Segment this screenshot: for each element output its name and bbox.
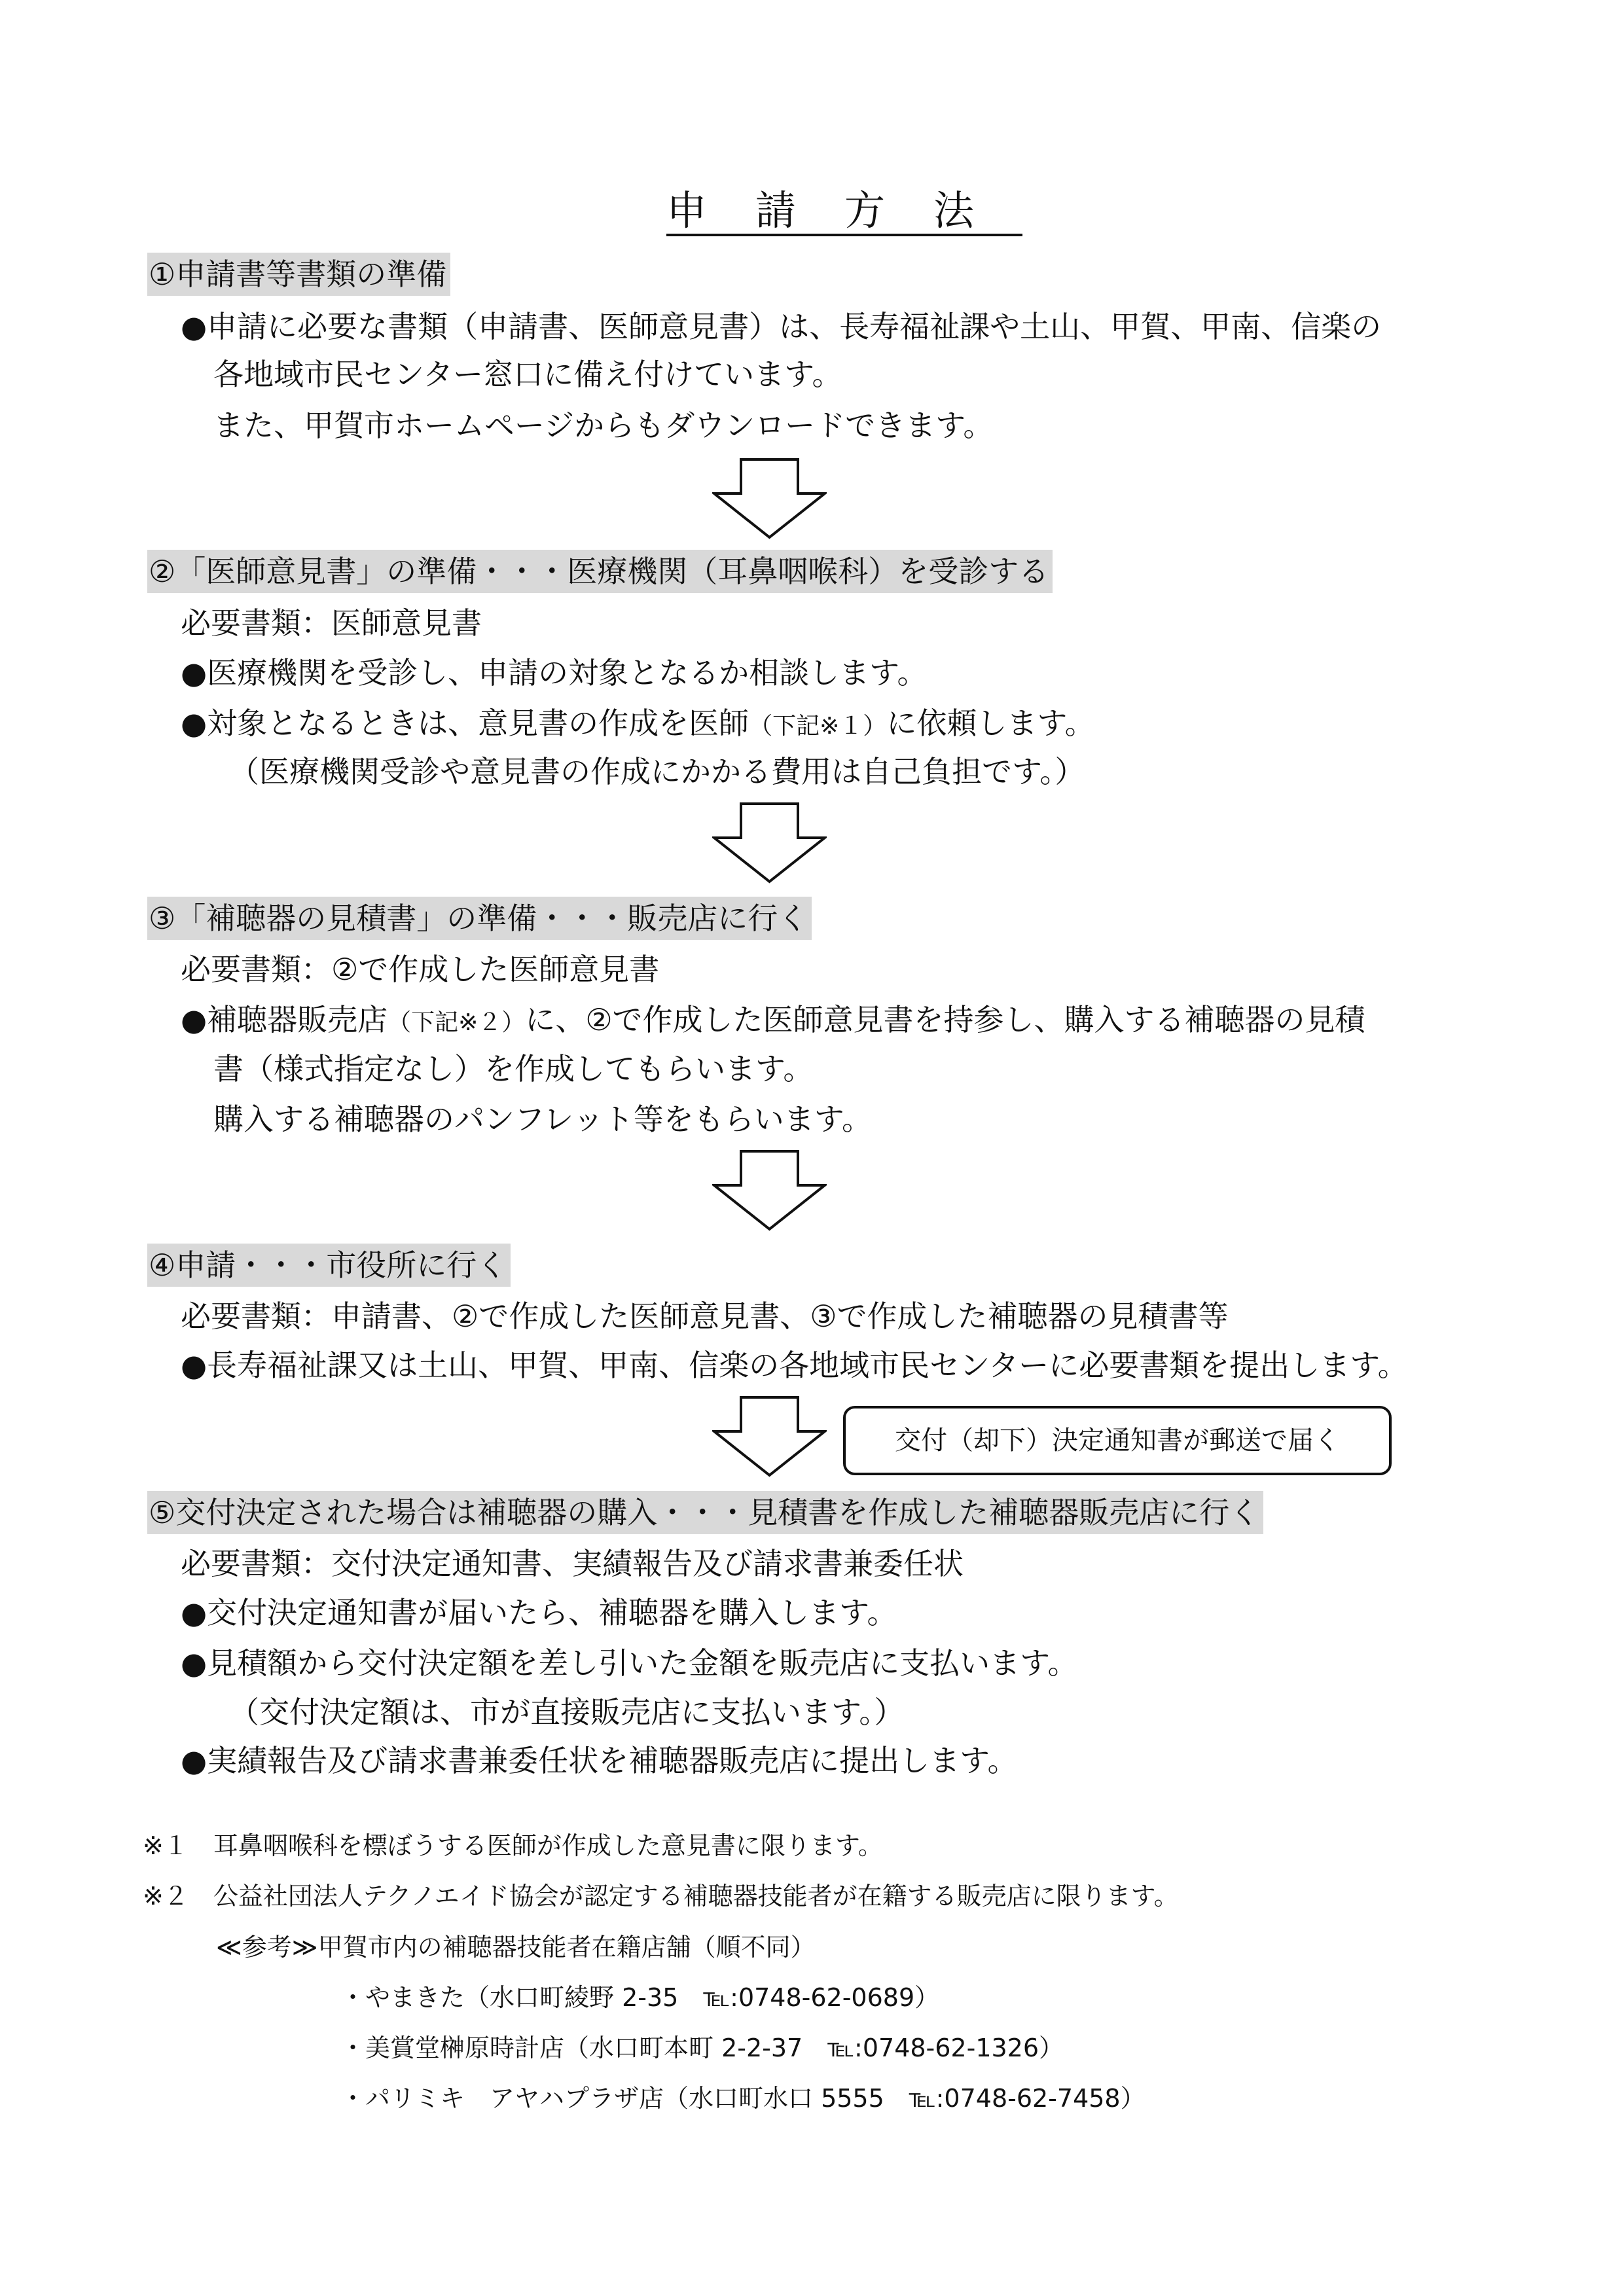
step3-line3: 購入する補聴器のパンフレット等をもらいます。 xyxy=(213,1102,873,1137)
step4-heading: ④申請・・・市役所に行く xyxy=(147,1244,511,1287)
step3-line1 xyxy=(181,1000,1365,1043)
down-arrow-icon xyxy=(712,1396,827,1477)
step2-line2-note: （下記※１） xyxy=(749,713,887,740)
footnote-1: ※１ 耳鼻咽喉科を標ぼうする医師が作成した意見書に限ります。 xyxy=(143,1831,883,1860)
step3-line1-end: に、②で作成した医師意見書を持参し、購入する補聴器の見積 xyxy=(525,1002,1365,1037)
step3-heading: ③「補聴器の見積書」の準備・・・販売店に行く xyxy=(147,897,812,940)
step1-line2: 各地域市民センター窓口に備え付けています。 xyxy=(213,357,842,392)
down-arrow-icon xyxy=(712,1150,827,1231)
step4-line1: ●長寿福祉課又は土山、甲賀、甲南、信楽の各地域市民センターに必要書類を提出します。 xyxy=(181,1348,1408,1383)
step5-line4: ●実績報告及び請求書兼委任状を補聴器販売店に提出します。 xyxy=(181,1743,1018,1778)
step2-required: 必要書類：医師意見書 xyxy=(181,605,482,641)
step1-heading: ①申請書等書類の準備 xyxy=(147,253,450,296)
step2-line1: ●医療機関を受診し、申請の対象となるか相談します。 xyxy=(181,655,928,691)
down-arrow-icon xyxy=(712,458,827,539)
step2-line2-main: ●対象となるときは、意見書の作成を医師 xyxy=(181,706,749,741)
step3-required: 必要書類：②で作成した医師意見書 xyxy=(181,952,660,987)
step5-line3: （交付決定額は、市が直接販売店に支払います。） xyxy=(229,1695,905,1730)
step5-heading: ⑤交付決定された場合は補聴器の購入・・・見積書を作成した補聴器販売店に行く xyxy=(147,1491,1263,1534)
step3-line2: 書（様式指定なし）を作成してもらいます。 xyxy=(213,1051,814,1086)
store-item: ・美賞堂榊原時計店（水口町本町 2-2-37 ℡:0748-62-1326） xyxy=(340,2034,1064,2062)
notification-callout: 交付（却下）決定通知書が郵送で届く xyxy=(843,1406,1392,1475)
reference-heading: ≪参考≫甲賀市内の補聴器技能者在籍店舗（順不同） xyxy=(216,1933,816,1962)
step2-heading: ②「医師意見書」の準備・・・医療機関（耳鼻咽喉科）を受診する xyxy=(147,550,1053,593)
step2-line2-end: に依頼します。 xyxy=(886,706,1095,741)
store-item: ・やまきた（水口町綾野 2-35 ℡:0748-62-0689） xyxy=(340,1983,940,2012)
step5-line1: ●交付決定通知書が届いたら、補聴器を購入します。 xyxy=(181,1595,897,1630)
step2-line3: （医療機関受診や意見書の作成にかかる費用は自己負担です。） xyxy=(229,754,1085,789)
footnote-2: ※２ 公益社団法人テクノエイド協会が認定する補聴器技能者が在籍する販売店に限ります。 xyxy=(143,1882,1179,1910)
step5-required: 必要書類：交付決定通知書、実績報告及び請求書兼委任状 xyxy=(181,1546,964,1581)
page-title: 申請方法 xyxy=(666,187,1023,234)
step3-line1-note: （下記※２） xyxy=(388,1009,526,1036)
step1-line1: ●申請に必要な書類（申請書、医師意見書）は、長寿福祉課や土山、甲賀、甲南、信楽の xyxy=(181,309,1382,344)
step2-line2 xyxy=(181,704,1095,746)
step3-line1-main: ●補聴器販売店 xyxy=(181,1002,388,1037)
store-item: ・パリミキ アヤハプラザ店（水口町水口 5555 ℡:0748-62-7458） xyxy=(340,2084,1146,2113)
down-arrow-icon xyxy=(712,802,827,884)
step1-line3: また、甲賀市ホームページからもダウンロードできます。 xyxy=(213,408,994,443)
step4-required: 必要書類：申請書、②で作成した医師意見書、③で作成した補聴器の見積書等 xyxy=(181,1299,1229,1334)
step5-line2: ●見積額から交付決定額を差し引いた金額を販売店に支払います。 xyxy=(181,1645,1078,1681)
